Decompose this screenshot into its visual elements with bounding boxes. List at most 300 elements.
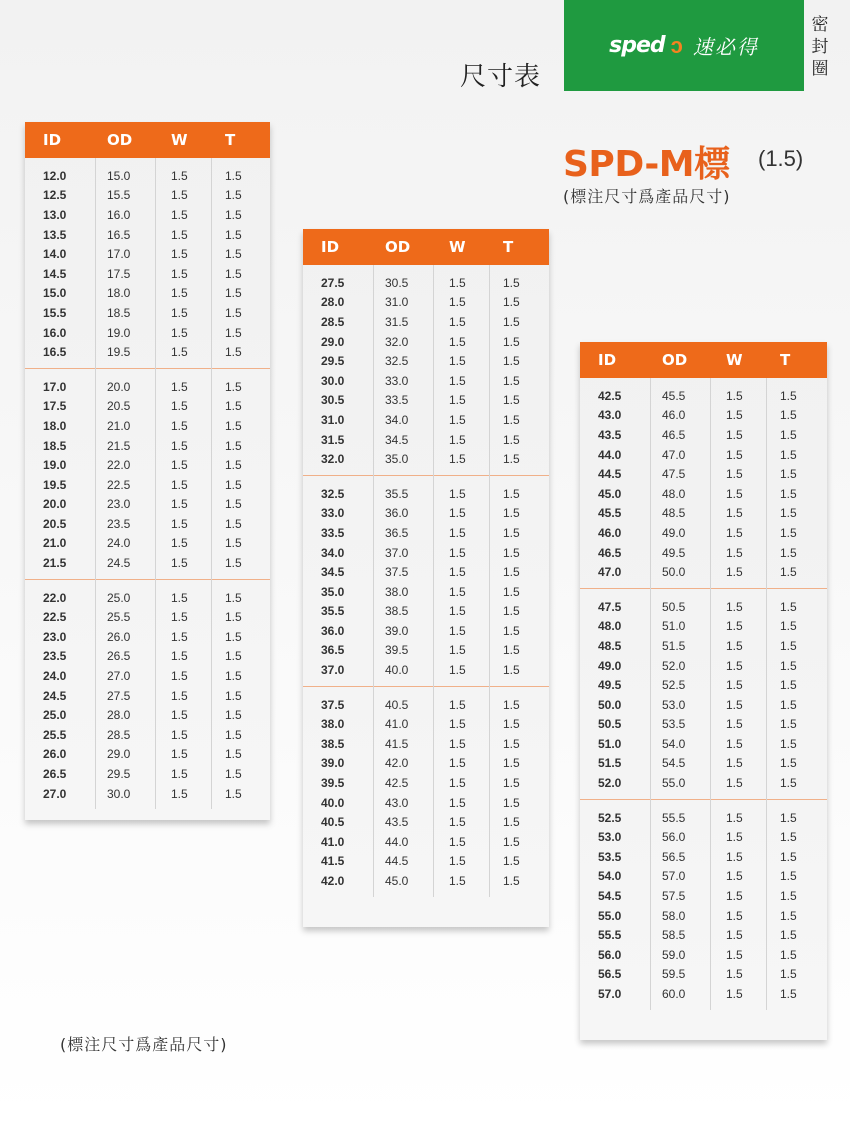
w-cell: 1.5 [171,438,188,453]
t-cell: 1.5 [780,619,797,634]
table-row [580,754,827,774]
id-cell: 18.5 [43,438,67,453]
t-cell: 1.5 [503,373,520,388]
w-cell: 1.5 [449,736,466,751]
size-table-3 [580,342,827,1040]
t-cell: 1.5 [503,697,520,712]
od-cell: 40.5 [385,697,409,712]
id-cell: 41.5 [321,854,345,869]
column-header: OD [385,238,411,256]
id-cell: 34.5 [321,565,345,580]
table-row [303,371,549,391]
id-cell: 40.5 [321,815,345,830]
w-cell: 1.5 [171,286,188,301]
id-cell: 29.5 [321,354,345,369]
od-cell: 46.5 [662,427,686,442]
od-cell: 53.0 [662,697,686,712]
table-row [25,303,270,323]
w-cell: 1.5 [726,810,743,825]
t-cell: 1.5 [780,776,797,791]
table-row [580,827,827,847]
w-cell: 1.5 [449,834,466,849]
t-cell: 1.5 [225,610,242,625]
table-row [25,166,270,186]
size-table-2 [303,229,549,927]
t-cell: 1.5 [225,767,242,782]
id-cell: 50.0 [598,697,622,712]
t-cell: 1.5 [780,388,797,403]
w-cell: 1.5 [171,477,188,492]
t-cell: 1.5 [503,834,520,849]
id-cell: 53.5 [598,849,622,864]
t-cell: 1.5 [225,708,242,723]
t-cell: 1.5 [503,663,520,678]
id-cell: 56.5 [598,967,622,982]
id-cell: 48.5 [598,638,622,653]
od-cell: 50.0 [662,565,686,580]
seal-label-char: 密 [811,15,829,35]
id-cell: 51.5 [598,756,622,771]
w-cell: 1.5 [449,854,466,869]
t-cell: 1.5 [225,477,242,492]
table-row [25,397,270,417]
id-cell: 15.0 [43,286,67,301]
id-cell: 44.5 [598,467,622,482]
id-cell: 27.0 [43,786,67,801]
od-cell: 26.5 [107,649,131,664]
od-cell: 59.0 [662,947,686,962]
footer-dimension-note: (標注尺寸爲產品尺寸) [60,1035,228,1054]
t-cell: 1.5 [503,314,520,329]
table-row [580,597,827,617]
table-row [580,464,827,484]
row-group [580,588,827,799]
t-cell: 1.5 [225,590,242,605]
id-cell: 37.0 [321,663,345,678]
id-cell: 21.0 [43,536,67,551]
w-cell: 1.5 [171,669,188,684]
table-row [580,734,827,754]
table-row [303,832,549,852]
id-cell: 47.5 [598,599,622,614]
id-cell: 49.5 [598,678,622,693]
id-cell: 38.5 [321,736,345,751]
w-cell: 1.5 [449,643,466,658]
id-cell: 49.0 [598,658,622,673]
table-row [303,410,549,430]
t-cell: 1.5 [503,736,520,751]
w-cell: 1.5 [726,486,743,501]
od-cell: 25.0 [107,590,131,605]
t-cell: 1.5 [225,305,242,320]
od-cell: 26.0 [107,629,131,644]
table-row [25,764,270,784]
id-cell: 32.5 [321,486,345,501]
od-cell: 33.0 [385,373,409,388]
t-cell: 1.5 [780,756,797,771]
t-cell: 1.5 [225,188,242,203]
table-row [25,342,270,362]
t-cell: 1.5 [780,599,797,614]
t-cell: 1.5 [225,325,242,340]
t-cell: 1.5 [503,717,520,732]
id-cell: 13.5 [43,227,67,242]
t-cell: 1.5 [780,545,797,560]
t-cell: 1.5 [780,427,797,442]
od-cell: 23.0 [107,497,131,512]
od-cell: 57.5 [662,889,686,904]
od-cell: 25.5 [107,610,131,625]
table-row [303,695,549,715]
od-cell: 30.0 [107,786,131,801]
id-cell: 39.5 [321,776,345,791]
id-cell: 38.0 [321,717,345,732]
t-cell: 1.5 [503,506,520,521]
table-row [303,449,549,469]
w-cell: 1.5 [449,486,466,501]
od-cell: 54.0 [662,736,686,751]
table-row [25,607,270,627]
t-cell: 1.5 [780,869,797,884]
seal-label-char: 封 [811,37,829,57]
od-cell: 23.5 [107,516,131,531]
id-cell: 55.5 [598,928,622,943]
od-cell: 49.0 [662,525,686,540]
w-cell: 1.5 [449,756,466,771]
id-cell: 54.5 [598,889,622,904]
id-cell: 23.0 [43,629,67,644]
id-cell: 43.5 [598,427,622,442]
table-row [25,553,270,573]
od-cell: 33.5 [385,393,409,408]
w-cell: 1.5 [449,432,466,447]
od-cell: 21.5 [107,438,131,453]
od-cell: 42.5 [385,776,409,791]
table-row [303,734,549,754]
t-cell: 1.5 [503,874,520,889]
od-cell: 45.0 [385,874,409,889]
w-cell: 1.5 [171,556,188,571]
table-row [25,205,270,225]
table-row [580,445,827,465]
t-cell: 1.5 [503,295,520,310]
table-row [580,504,827,524]
id-cell: 17.0 [43,379,67,394]
table-row [580,945,827,965]
table-row [580,808,827,828]
t-cell: 1.5 [225,727,242,742]
table-row [25,186,270,206]
od-cell: 51.5 [662,638,686,653]
w-cell: 1.5 [726,947,743,962]
row-group [580,799,827,1010]
table-row [580,562,827,582]
t-cell: 1.5 [780,810,797,825]
w-cell: 1.5 [726,967,743,982]
od-cell: 27.0 [107,669,131,684]
w-cell: 1.5 [449,295,466,310]
column-header: T [780,351,791,369]
od-cell: 18.5 [107,305,131,320]
od-cell: 18.0 [107,286,131,301]
t-cell: 1.5 [780,717,797,732]
od-cell: 38.0 [385,584,409,599]
id-cell: 24.0 [43,669,67,684]
table-row [303,484,549,504]
w-cell: 1.5 [726,928,743,943]
w-cell: 1.5 [449,776,466,791]
id-cell: 33.0 [321,506,345,521]
od-cell: 36.5 [385,525,409,540]
id-cell: 25.0 [43,708,67,723]
od-cell: 15.5 [107,188,131,203]
w-cell: 1.5 [726,756,743,771]
od-cell: 40.0 [385,663,409,678]
od-cell: 45.5 [662,388,686,403]
id-cell: 28.5 [321,314,345,329]
t-cell: 1.5 [780,987,797,1002]
column-header: ID [321,238,340,256]
od-cell: 38.5 [385,604,409,619]
table-row [25,725,270,745]
t-cell: 1.5 [503,412,520,427]
table-row [580,965,827,985]
t-cell: 1.5 [780,506,797,521]
table-row [25,514,270,534]
id-cell: 35.0 [321,584,345,599]
row-group [580,378,827,588]
id-cell: 53.0 [598,830,622,845]
od-cell: 53.5 [662,717,686,732]
t-cell: 1.5 [503,756,520,771]
od-cell: 58.0 [662,908,686,923]
id-cell: 17.5 [43,399,67,414]
t-cell: 1.5 [503,393,520,408]
t-cell: 1.5 [225,418,242,433]
t-cell: 1.5 [503,545,520,560]
table-row [25,284,270,304]
column-header: ID [43,131,62,149]
od-cell: 57.0 [662,869,686,884]
table-body [303,265,549,897]
od-cell: 43.5 [385,815,409,830]
w-cell: 1.5 [171,497,188,512]
table-row [303,562,549,582]
od-cell: 37.0 [385,545,409,560]
id-cell: 51.0 [598,736,622,751]
w-cell: 1.5 [171,727,188,742]
table-body [25,158,270,809]
w-cell: 1.5 [726,599,743,614]
w-cell: 1.5 [171,227,188,242]
w-cell: 1.5 [726,506,743,521]
od-cell: 34.5 [385,432,409,447]
w-cell: 1.5 [449,354,466,369]
t-cell: 1.5 [225,786,242,801]
w-cell: 1.5 [449,525,466,540]
id-cell: 12.5 [43,188,67,203]
w-cell: 1.5 [726,889,743,904]
table-row [580,484,827,504]
t-cell: 1.5 [780,408,797,423]
table-body [580,378,827,1010]
w-cell: 1.5 [449,545,466,560]
t-cell: 1.5 [780,525,797,540]
table-row [25,495,270,515]
table-row [303,332,549,352]
t-cell: 1.5 [225,747,242,762]
column-header: W [171,131,188,149]
w-cell: 1.5 [726,565,743,580]
w-cell: 1.5 [171,207,188,222]
od-cell: 48.5 [662,506,686,521]
t-cell: 1.5 [225,669,242,684]
w-cell: 1.5 [449,334,466,349]
w-cell: 1.5 [171,536,188,551]
id-cell: 29.0 [321,334,345,349]
w-cell: 1.5 [171,610,188,625]
id-cell: 46.5 [598,545,622,560]
od-cell: 48.0 [662,486,686,501]
w-cell: 1.5 [726,736,743,751]
t-cell: 1.5 [503,643,520,658]
t-cell: 1.5 [225,629,242,644]
table-row [580,773,827,793]
od-cell: 56.0 [662,830,686,845]
id-cell: 43.0 [598,408,622,423]
table-row [25,666,270,686]
w-cell: 1.5 [449,314,466,329]
table-row [580,925,827,945]
t-cell: 1.5 [225,168,242,183]
row-group [25,368,270,579]
table-row [303,293,549,313]
od-cell: 20.0 [107,379,131,394]
od-cell: 59.5 [662,967,686,982]
table-row [580,406,827,426]
od-cell: 15.0 [107,168,131,183]
od-cell: 52.5 [662,678,686,693]
id-cell: 14.0 [43,247,67,262]
w-cell: 1.5 [449,506,466,521]
w-cell: 1.5 [449,663,466,678]
table-row [25,627,270,647]
table-row [25,588,270,608]
id-cell: 16.0 [43,325,67,340]
t-cell: 1.5 [503,604,520,619]
table-row [25,377,270,397]
id-cell: 54.0 [598,869,622,884]
od-cell: 28.0 [107,708,131,723]
id-cell: 26.0 [43,747,67,762]
t-cell: 1.5 [780,967,797,982]
od-cell: 28.5 [107,727,131,742]
id-cell: 52.5 [598,810,622,825]
w-cell: 1.5 [449,815,466,830]
w-cell: 1.5 [171,168,188,183]
id-cell: 24.5 [43,688,67,703]
w-cell: 1.5 [171,629,188,644]
w-cell: 1.5 [726,619,743,634]
id-cell: 45.5 [598,506,622,521]
od-cell: 60.0 [662,987,686,1002]
table-header [580,342,827,378]
t-cell: 1.5 [225,286,242,301]
table-row [25,244,270,264]
t-cell: 1.5 [503,854,520,869]
w-cell: 1.5 [171,266,188,281]
id-cell: 18.0 [43,418,67,433]
t-cell: 1.5 [780,638,797,653]
id-cell: 41.0 [321,834,345,849]
table-row [303,430,549,450]
w-cell: 1.5 [726,830,743,845]
w-cell: 1.5 [171,688,188,703]
w-cell: 1.5 [726,408,743,423]
table-row [303,391,549,411]
od-cell: 44.5 [385,854,409,869]
w-cell: 1.5 [171,516,188,531]
table-row [303,543,549,563]
t-cell: 1.5 [780,658,797,673]
brand-name-cn: 速必得 [692,35,759,59]
od-cell: 16.0 [107,207,131,222]
seal-label-char: 圈 [811,59,829,79]
od-cell: 24.5 [107,556,131,571]
t-cell: 1.5 [503,623,520,638]
t-cell: 1.5 [225,458,242,473]
t-cell: 1.5 [503,584,520,599]
od-cell: 56.5 [662,849,686,864]
w-cell: 1.5 [449,623,466,638]
od-cell: 41.5 [385,736,409,751]
id-cell: 36.5 [321,643,345,658]
od-cell: 55.0 [662,776,686,791]
id-cell: 16.5 [43,345,67,360]
w-cell: 1.5 [449,697,466,712]
t-cell: 1.5 [780,447,797,462]
od-cell: 55.5 [662,810,686,825]
od-cell: 52.0 [662,658,686,673]
table-row [580,984,827,1004]
table-row [303,852,549,872]
od-cell: 42.0 [385,756,409,771]
t-cell: 1.5 [225,207,242,222]
table-row [25,323,270,343]
id-cell: 25.5 [43,727,67,742]
table-row [25,784,270,804]
table-row [580,543,827,563]
table-header [25,122,270,158]
column-header: ID [598,351,617,369]
table-row [303,773,549,793]
id-cell: 27.5 [321,275,345,290]
id-cell: 14.5 [43,266,67,281]
w-cell: 1.5 [726,447,743,462]
od-cell: 43.0 [385,795,409,810]
w-cell: 1.5 [449,795,466,810]
t-cell: 1.5 [225,379,242,394]
od-cell: 50.5 [662,599,686,614]
od-cell: 39.5 [385,643,409,658]
od-cell: 47.5 [662,467,686,482]
table-row [25,647,270,667]
w-cell: 1.5 [449,393,466,408]
w-cell: 1.5 [171,325,188,340]
od-cell: 34.0 [385,412,409,427]
t-cell: 1.5 [780,908,797,923]
od-cell: 46.0 [662,408,686,423]
